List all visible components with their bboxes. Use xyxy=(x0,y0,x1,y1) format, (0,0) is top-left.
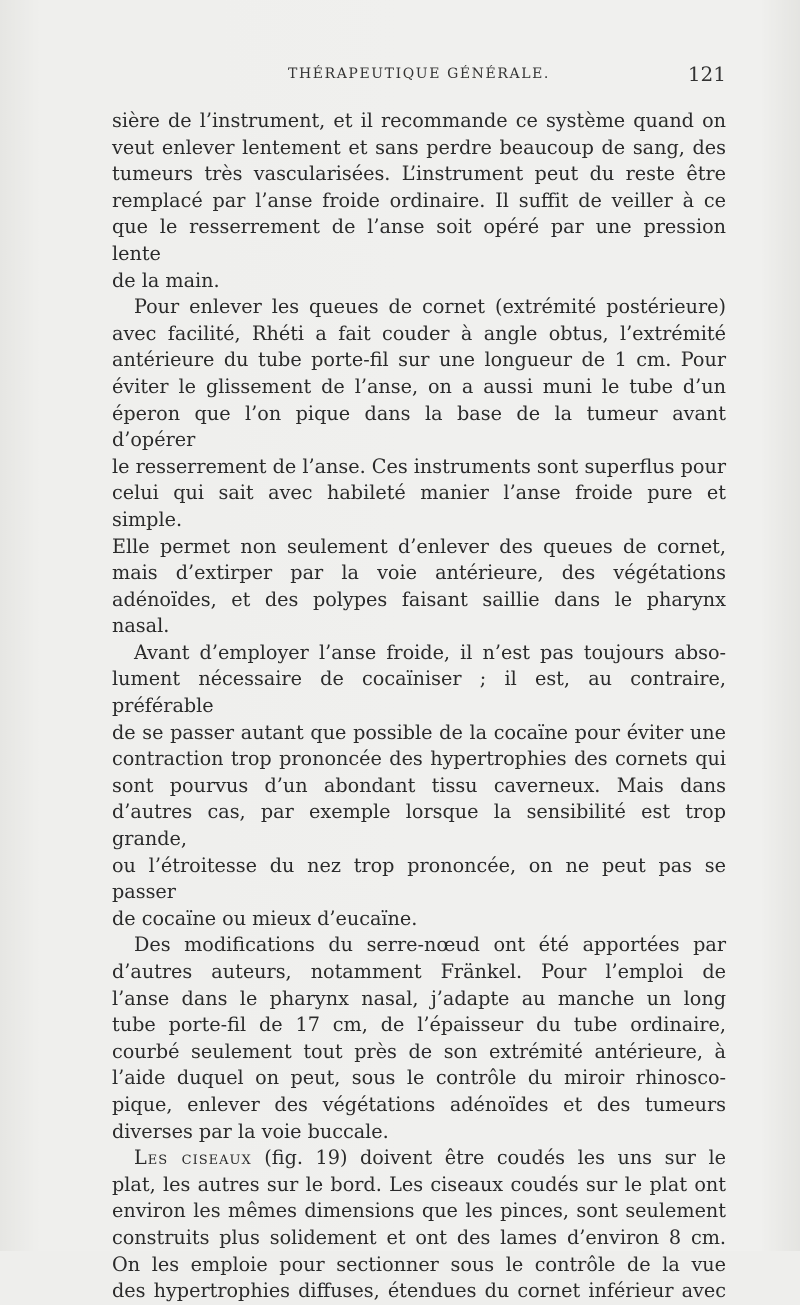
text-line: avec facilité, Rhéti a fait couder à angle obtus, l’extrémité xyxy=(112,321,726,345)
text-line: l’aide duquel on peut, sous le contrôle du miroir rhinosco- xyxy=(112,1066,726,1090)
text-line: adénoïdes, et des polypes faisant saillie dans le pharynx xyxy=(112,587,726,611)
text-line: On les emploie pour sectionner sous le contrôle de la vue xyxy=(112,1252,726,1276)
paragraph xyxy=(112,932,726,1145)
text-line: l’anse dans le pharynx nasal, j’adapte au manche un long xyxy=(112,986,726,1010)
text-line: tube porte-fil de 17 cm, de l’épaisseur du tube ordinaire, xyxy=(112,1013,726,1037)
text-line: ou l’étroitesse du nez trop prononcée, on ne peut pas se passer xyxy=(112,853,726,904)
paragraph xyxy=(112,640,726,933)
text-line: plat, les autres sur le bord. Les ciseaux coudés sur le plat ont xyxy=(112,1172,726,1196)
text-line: des hypertrophies diffuses, étendues du cornet inférieur avec xyxy=(112,1279,726,1303)
text-line: nasal. xyxy=(112,614,170,638)
section-lead: Les ciseaux xyxy=(134,1146,252,1170)
text-line: environ les mêmes dimensions que les pinces, sont seulement xyxy=(112,1199,726,1223)
text-line: de la main. xyxy=(112,268,220,292)
page-number: 121 xyxy=(687,62,726,86)
paragraph xyxy=(112,1145,726,1305)
text-line: Pour enlever les queues de cornet (extrémité postérieure) xyxy=(134,295,726,319)
text-line: Elle permet non seulement d’enlever des queues de cornet, xyxy=(112,534,726,558)
text-line: éperon que l’on pique dans la base de la tumeur avant d’opérer xyxy=(112,401,726,452)
text-line: que le resserrement de l’anse soit opéré par une pression lente xyxy=(112,215,726,265)
paragraph xyxy=(112,108,726,294)
text-line: remplacé par l’anse froide ordinaire. Il suffit de veiller à ce xyxy=(112,188,726,212)
text-line: d’autres cas, par exemple lorsque la sensibilité est trop grande, xyxy=(112,800,726,851)
text-line: d’autres auteurs, notamment Fränkel. Pour l’emploi de xyxy=(112,960,726,983)
text-line: tumeurs très vascularisées. L’instrument peut du reste être xyxy=(112,162,726,186)
text-line: courbé seulement tout près de son extrémité antérieure, à xyxy=(112,1039,726,1063)
text-line: éviter le glissement de l’anse, on a aussi muni le tube d’un xyxy=(112,374,726,398)
text-line: veut enlever lentement et sans perdre beaucoup de sang, des xyxy=(112,135,726,159)
text-line: de cocaïne ou mieux d’eucaïne. xyxy=(112,906,418,930)
text-line: le resserrement de l’anse. Ces instruments sont superflus pour xyxy=(112,454,726,478)
paragraph xyxy=(112,294,726,640)
body-text xyxy=(112,108,726,1305)
text-line xyxy=(112,1145,726,1172)
text-line: celui qui sait avec habileté manier l’anse froide pure et simple. xyxy=(112,481,726,531)
text-line: construits plus solidement et ont des lames d’environ 8 cm. xyxy=(112,1225,726,1249)
text-line: Avant d’employer l’anse froide, il n’est pas toujours abso- xyxy=(134,640,726,664)
text-line: mais d’extirper par la voie antérieure, des végétations xyxy=(112,561,726,585)
text-line: antérieure du tube porte-fil sur une longueur de 1 cm. Pour xyxy=(112,348,726,372)
text-line: pique, enlever des végétations adénoïdes et des tumeurs xyxy=(112,1092,726,1116)
text-line: Des modifications du serre-nœud ont été apportées par xyxy=(134,933,726,957)
text-line: lument nécessaire de cocaïniser ; il est, au contraire, préférable xyxy=(112,667,726,718)
text-line: de se passer autant que possible de la cocaïne pour éviter une xyxy=(112,720,726,744)
text-line-rest: (fig. 19) doivent être coudés les uns sur le xyxy=(251,1146,726,1170)
page-header xyxy=(112,62,726,92)
text-line: sont pourvus d’un abondant tissu caverneux. Mais dans xyxy=(112,773,726,797)
running-title: THÉRAPEUTIQUE GÉNÉRALE. xyxy=(288,66,550,82)
text-line: sière de l’instrument, et il recommande ce système quand on xyxy=(112,109,726,132)
text-line: contraction trop prononcée des hypertrophies des cornets qui xyxy=(112,747,726,771)
text-line: diverses par la voie buccale. xyxy=(112,1119,389,1143)
